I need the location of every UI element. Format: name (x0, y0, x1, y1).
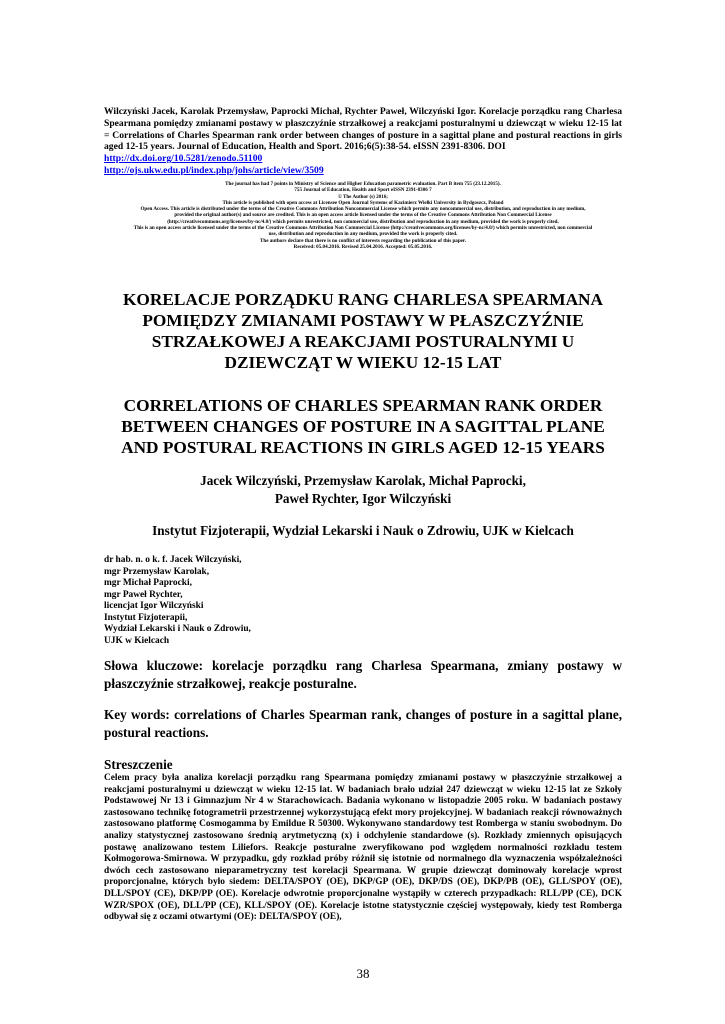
abstract-heading: Streszczenie (104, 757, 173, 772)
doi-link[interactable]: http://dx.doi.org/10.5281/zenodo.51100 (104, 153, 263, 165)
affiliation-line: mgr Michał Paprocki, (104, 578, 192, 588)
authors-line: Paweł Rychter, Igor Wilczyński (274, 490, 452, 506)
journal-info-line: Received: 05.04.2016. Revised 25.04.2016. Accepted: 05.05.2016. (293, 243, 433, 250)
authors-line: Jacek Wilczyński, Przemysław Karolak, Michał Paprocki, (200, 473, 526, 488)
title-english: CORRELATIONS OF CHARLES SPEARMAN RANK ORDER BETWEEN CHANGES OF POSTURE IN A SAGITTAL PLANE AND POSTURAL REACTIONS IN GIRLS AGED 12-15 YEARS (121, 396, 605, 457)
keywords-english: Key words: correlations of Charles Spearman rank, changes of posture in a sagittal plane, postural reactions. (104, 707, 622, 740)
journal-info-line: The authors declare that there is no conflict of interests regarding the publication of this paper. (259, 237, 466, 244)
affiliation-line: UJK w Kielcach (104, 635, 170, 646)
citation-text: Wilczyński Jacek, Karolak Przemysław, Paprocki Michał, Rychter Paweł, Wilczyński Igor. Korelacje porządku rang Charlesa Spearmana pomiędzy zmianami postawy w płaszczyźnie strzałkowej a reakcjami posturalnymi u dziewcząt w wieku 12-15 lat = Correlations of Charles Spearman rank order between changes of posture in a sagittal plane and postural reactions in girls aged 12-15 years. Journal of Education, Health and Sport. 2016;6(5):38-54. eISSN 2391-8306. DOI (104, 106, 622, 153)
affiliation-line: mgr Przemysław Karolak, (104, 566, 210, 577)
affiliation-block (104, 555, 404, 647)
journal-info (104, 181, 622, 250)
ojs-link[interactable]: http://ojs.ukw.edu.pl/index.php/johs/article/view/3509 (104, 164, 324, 176)
journal-info-line: The journal has had 7 points in Ministry of Science and Higher Education parametric evaluation. Part B item 755 (23.12.2015). (225, 181, 501, 187)
affiliation-line: Instytut Fizjoterapii, (104, 612, 188, 623)
abstract-body: Celem pracy była analiza korelacji porządku rang Spearmana pomiędzy zmianami postawy w płaszczyźnie strzałkowej a reakcjami posturalnymi u dziewcząt w wieku 12-15 lat. W badaniach brało udział 247 dziewcząt w wieku 12-15 lat ze Szkoły Podstawowej Nr 13 i Gimnazjum Nr 4 w Starachowicach. Badania wykonano w listopadzie 2005 roku. W badaniach postawy zastosowano technikę fotogrametrii przestrzennej wykorzystującą efekt mory projekcyjnej. W badaniach reakcji równoważnych zastosowano platformę Cosmogamma by Emildue R 50300. Wykonywano standardowy test Romberga w staniu swobodnym. Do analizy statystycznej zastosowano średnią arytmetyczną (x) i odchylenie standardowe (s). Rozkłady zmiennych opisujących postawę analizowano testem Liliefors. Reakcje posturalne zweryfikowano pod względem normalności rozkładu testem Kołmogorowa-Smirnowa. W przypadku, gdy rozkład próby różnił się istotnie od normalnego dla wyznaczenia współzależności dwóch cech zastosowano nieparametryczny test korelacji Spearmana. W grupie dziewcząt dominowały korelacje wprost proporcjonalne, których było siedem: DELTA/SPOY (OE), DKP/GP (OE), DKP/DS (OE), DKP/PB (OE), GLL/SPOY (OE), DLL/SPOY (CE), DKP/PP (OE). Korelacje odwrotnie proporcjonalne wystąpiły w czterech przypadkach: RLL/PP (CE), DCK WZR/SPOX (OE), DLL/PP (CE), KLL/SPOY (OE). Korelacje istotne statystycznie częściej występowały, kiedy test Romberga odbywał się z oczami otwartymi (OE): DELTA/SPOY (OE), (104, 773, 622, 923)
journal-info-line: © The Author (s) 2016; (337, 193, 389, 200)
affiliation-line: licencjat Igor Wilczyński (104, 601, 204, 611)
journal-info-line: use, distribution and reproduction in any medium, provided the work is properly cited. (268, 231, 458, 238)
journal-info-line: (http://creativecommons.org/licenses/by-nc/4.0/) which permits unrestricted, non commercial use, distribution and reproduction in any medium, provided the work is properly cited. (167, 218, 559, 225)
affiliation-line: dr hab. n. o k. f. Jacek Wilczyński, (104, 555, 242, 565)
institute: Instytut Fizjoterapii, Wydział Lekarski i Nauk o Zdrowiu, UJK w Kielcach (152, 523, 574, 538)
journal-info-line: This article is published with open access at Licensee Open Journal Systems of Kazimierz Wielki University in Bydgoszcz, Poland (222, 199, 504, 206)
keywords-polish: Słowa kluczowe: korelacje porządku rang Charlesa Spearmana, zmiany postawy w płaszczyźnie strzałkowej, reakcje posturalne. (104, 658, 622, 691)
journal-info-line: This is an open access article licensed under the terms of the Creative Commons Attribution Non Commercial License (http://creativecommons.org/licenses/by-nc/4.0/) which permits unrestricted, non commercial (133, 225, 593, 232)
journal-info-line: 755 Journal of Education, Health and Sport eISSN 2391-8306 7 (294, 187, 432, 194)
affiliation-line: mgr Paweł Rychter, (104, 589, 183, 600)
affiliation-line: Wydział Lekarski i Nauk o Zdrowiu, (104, 624, 251, 634)
page-number: 38 (356, 966, 370, 981)
journal-info-line: provided the original author(s) and source are credited. This is an open access article licensed under the terms of the Creative Commons Attribution Non Commercial License (174, 212, 552, 219)
authors (104, 472, 622, 507)
journal-info-line: Open Access. This article is distributed under the terms of the Creative Commons Attribution Noncommercial License which permits any noncommercial use, distribution, and reproduction in any medium, (140, 206, 586, 213)
title-polish: KORELACJE PORZĄDKU RANG CHARLESA SPEARMANA POMIĘDZY ZMIANAMI POSTAWY W PŁASZCZYŹNIE STRZAŁKOWEJ A REAKCJAMI POSTURALNYMI U DZIEWCZĄT W WIEKU 12-15 LAT (122, 290, 604, 372)
citation-block (104, 106, 622, 177)
